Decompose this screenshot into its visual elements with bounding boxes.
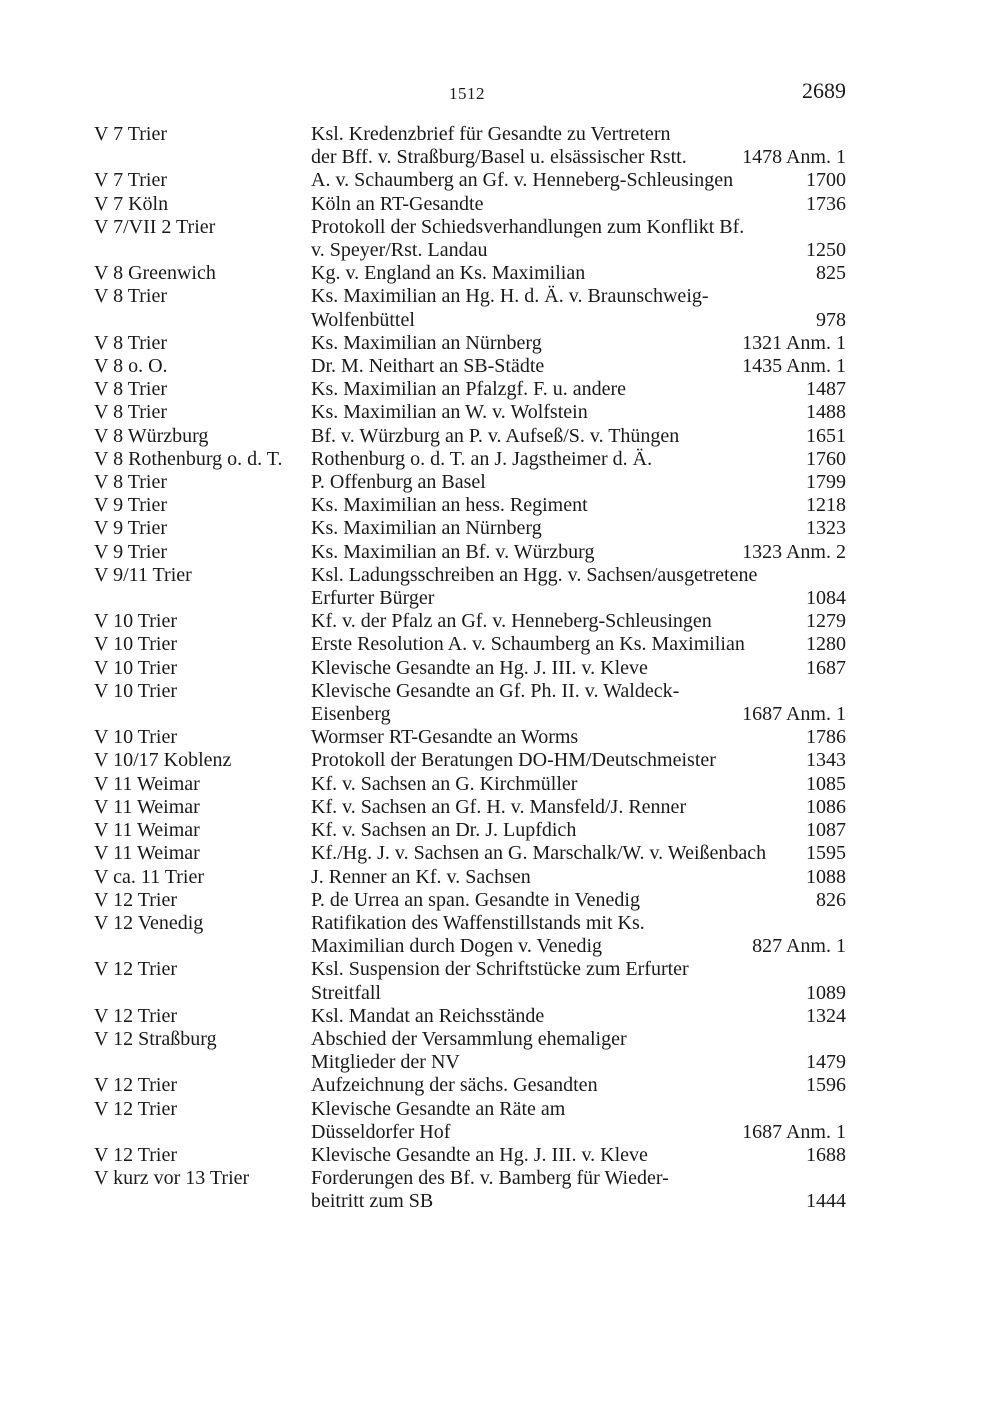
- entry-description-line: [311, 309, 846, 332]
- entry-date: V 8 Würzburg: [94, 424, 209, 447]
- entry-text: Kf./Hg. J. v. Sachsen an G. Marschalk/W. v. Weißenbach: [311, 842, 767, 865]
- entry-reference-number: 1324: [806, 1004, 846, 1027]
- entry-text: Ksl. Suspension der Schriftstücke zum Erfurter: [311, 958, 689, 981]
- entry-text: Forderungen des Bf. v. Bamberg für Wieder-: [311, 1167, 669, 1190]
- index-entry: [94, 680, 846, 726]
- entry-date: V 8 Greenwich: [94, 262, 216, 285]
- index-entry: [94, 958, 846, 1004]
- entry-reference-number: 827 Anm. 1: [752, 935, 846, 958]
- entry-description: [311, 1098, 846, 1144]
- entry-text: beitritt zum SB: [311, 1190, 434, 1213]
- entry-description-line: [311, 889, 846, 912]
- entry-text: Düsseldorfer Hof: [311, 1120, 451, 1143]
- entry-description-line: [311, 958, 846, 981]
- entry-reference-number: 1089: [806, 981, 846, 1004]
- entry-date: V 11 Weimar: [94, 772, 200, 795]
- entry-date: V 12 Trier: [94, 1143, 177, 1166]
- entry-reference-number: 1760: [806, 447, 846, 470]
- entry-description-line: [311, 425, 846, 448]
- index-entry: [94, 1167, 846, 1213]
- entry-description: [311, 796, 846, 819]
- entry-description: [311, 726, 846, 749]
- entry-description: [311, 355, 846, 378]
- entry-reference-number: 1321 Anm. 1: [742, 331, 846, 354]
- entry-reference-number: 1087: [806, 819, 846, 842]
- entry-description: [311, 541, 846, 564]
- entry-date: V 7/VII 2 Trier: [94, 215, 216, 238]
- entry-text: J. Renner an Kf. v. Sachsen: [311, 865, 531, 888]
- entry-text: Protokoll der Schiedsverhandlungen zum Konflikt Bf.: [311, 215, 745, 238]
- entry-description-line: [311, 1051, 846, 1074]
- index-entry: [94, 541, 846, 564]
- entry-reference-number: 978: [816, 308, 846, 331]
- index-entry: [94, 123, 846, 169]
- entry-text: P. de Urrea an span. Gesandte in Venedig: [311, 888, 640, 911]
- index-entry: [94, 1144, 846, 1167]
- entry-description: [311, 216, 846, 262]
- entry-description-line: [311, 471, 846, 494]
- entry-reference-number: 1084: [806, 587, 846, 610]
- entry-date: V 8 Trier: [94, 285, 167, 308]
- entry-reference-number: 1323 Anm. 2: [742, 540, 846, 563]
- entry-description-line: [311, 703, 846, 726]
- entry-description-line: [311, 680, 846, 703]
- entry-text: Streitfall: [311, 981, 381, 1004]
- entry-text: Bf. v. Würzburg an P. v. Aufseß/S. v. Thüngen: [311, 424, 680, 447]
- entry-text: Ksl. Mandat an Reichsstände: [311, 1004, 545, 1027]
- entry-reference-number: 1435 Anm. 1: [742, 355, 846, 378]
- entry-description: [311, 123, 846, 169]
- index-entry: [94, 842, 846, 865]
- entry-text: Wormser RT-Gesandte an Worms: [311, 726, 579, 749]
- entry-description-line: [311, 517, 846, 540]
- entry-reference-number: 1687: [806, 656, 846, 679]
- entry-description: [311, 819, 846, 842]
- entry-description: [311, 610, 846, 633]
- entry-date: V 12 Trier: [94, 1097, 177, 1120]
- entry-description-line: [311, 564, 846, 587]
- entry-description-line: [311, 123, 846, 146]
- document-index-list: [94, 123, 846, 1214]
- entry-reference-number: 1488: [806, 401, 846, 424]
- entry-description: [311, 378, 846, 401]
- entry-reference-number: 826: [816, 888, 846, 911]
- entry-text: Ksl. Kredenzbrief für Gesandte zu Vertretern: [311, 123, 671, 145]
- entry-date: V 11 Weimar: [94, 819, 200, 842]
- index-entry: [94, 657, 846, 680]
- index-entry: [94, 401, 846, 424]
- index-entry: [94, 819, 846, 842]
- entry-date: V 10 Trier: [94, 610, 177, 633]
- entry-text: Eisenberg: [311, 703, 391, 726]
- entry-date: V 10 Trier: [94, 679, 177, 702]
- entry-date: V 7 Trier: [94, 169, 167, 192]
- index-entry: [94, 494, 846, 517]
- entry-text: Ks. Maximilian an Nürnberg: [311, 517, 542, 540]
- entry-description-line: [311, 657, 846, 680]
- entry-description: [311, 471, 846, 494]
- entry-date: V 10 Trier: [94, 656, 177, 679]
- index-entry: [94, 726, 846, 749]
- entry-description-line: [311, 448, 846, 471]
- entry-reference-number: 1280: [806, 633, 846, 656]
- entry-date: V 8 Trier: [94, 401, 167, 424]
- entry-description: [311, 633, 846, 656]
- entry-description: [311, 749, 846, 772]
- index-entry: [94, 517, 846, 540]
- entry-text: Protokoll der Beratungen DO-HM/Deutschmeister: [311, 749, 716, 772]
- entry-text: Wolfenbüttel: [311, 308, 415, 331]
- page-number: 2689: [802, 78, 846, 103]
- entry-description-line: [311, 726, 846, 749]
- entry-text: v. Speyer/Rst. Landau: [311, 239, 488, 262]
- entry-description: [311, 193, 846, 216]
- index-entry: [94, 564, 846, 610]
- entry-description: [311, 425, 846, 448]
- entry-reference-number: 1687 Anm. 1: [742, 703, 846, 726]
- entry-date: V ca. 11 Trier: [94, 865, 204, 888]
- entry-text: Klevische Gesandte an Gf. Ph. II. v. Waldeck-: [311, 679, 680, 702]
- entry-description: [311, 958, 846, 1004]
- entry-date: V 12 Straßburg: [94, 1027, 217, 1050]
- entry-description: [311, 889, 846, 912]
- entry-reference-number: 1700: [806, 169, 846, 192]
- index-entry: [94, 285, 846, 331]
- entry-text: Ks. Maximilian an Hg. H. d. Ä. v. Braunschweig-: [311, 285, 709, 308]
- entry-date: V 8 Trier: [94, 378, 167, 401]
- entry-description-line: [311, 1121, 846, 1144]
- entry-reference-number: 1687 Anm. 1: [742, 1120, 846, 1143]
- entry-description: [311, 332, 846, 355]
- entry-description-line: [311, 216, 846, 239]
- index-entry: [94, 1098, 846, 1144]
- entry-description-line: [311, 912, 846, 935]
- entry-date: V 12 Trier: [94, 1004, 177, 1027]
- entry-reference-number: 1086: [806, 795, 846, 818]
- index-entry: [94, 610, 846, 633]
- entry-reference-number: 825: [816, 262, 846, 285]
- entry-reference-number: 1085: [806, 772, 846, 795]
- entry-text: A. v. Schaumberg an Gf. v. Henneberg-Schleusingen: [311, 169, 734, 192]
- entry-description-line: [311, 193, 846, 216]
- entry-date: V 12 Trier: [94, 958, 177, 981]
- entry-description-line: [311, 541, 846, 564]
- entry-description: [311, 285, 846, 331]
- entry-reference-number: 1279: [806, 610, 846, 633]
- entry-text: Erste Resolution A. v. Schaumberg an Ks. Maximilian: [311, 633, 745, 656]
- entry-description-line: [311, 587, 846, 610]
- entry-description-line: [311, 633, 846, 656]
- index-entry: [94, 889, 846, 912]
- index-entry: [94, 169, 846, 192]
- entry-text: Klevische Gesandte an Hg. J. III. v. Kleve: [311, 1143, 648, 1166]
- entry-reference-number: 1250: [806, 239, 846, 262]
- entry-description-line: [311, 169, 846, 192]
- entry-description: [311, 564, 846, 610]
- entry-text: Kf. v. der Pfalz an Gf. v. Henneberg-Schleusingen: [311, 610, 712, 633]
- entry-text: Klevische Gesandte an Hg. J. III. v. Kleve: [311, 656, 648, 679]
- entry-text: der Bff. v. Straßburg/Basel u. elsässischer Rstt.: [311, 146, 687, 169]
- entry-description-line: [311, 285, 846, 308]
- entry-description-line: [311, 239, 846, 262]
- entry-description-line: [311, 819, 846, 842]
- entry-text: Klevische Gesandte an Räte am: [311, 1097, 566, 1120]
- entry-text: Abschied der Versammlung ehemaliger: [311, 1027, 627, 1050]
- entry-description-line: [311, 935, 846, 958]
- entry-text: Ks. Maximilian an hess. Regiment: [311, 494, 588, 517]
- entry-text: Ks. Maximilian an Bf. v. Würzburg: [311, 540, 595, 563]
- index-entry: [94, 1028, 846, 1074]
- entry-description-line: [311, 1167, 846, 1190]
- entry-date: V 10 Trier: [94, 633, 177, 656]
- entry-date: V 12 Trier: [94, 1074, 177, 1097]
- index-entry: [94, 773, 846, 796]
- entry-description: [311, 1074, 846, 1097]
- entry-description: [311, 866, 846, 889]
- entry-reference-number: 1786: [806, 726, 846, 749]
- entry-text: Ratifikation des Waffenstillstands mit Ks.: [311, 911, 645, 934]
- entry-description: [311, 657, 846, 680]
- entry-date: V 9 Trier: [94, 517, 167, 540]
- entry-description: [311, 448, 846, 471]
- entry-text: P. Offenburg an Basel: [311, 471, 486, 494]
- entry-reference-number: 1088: [806, 865, 846, 888]
- entry-description-line: [311, 1028, 846, 1051]
- entry-description: [311, 169, 846, 192]
- index-entry: [94, 749, 846, 772]
- entry-description: [311, 842, 846, 865]
- index-entry: [94, 796, 846, 819]
- index-entry: [94, 332, 846, 355]
- entry-date: V kurz vor 13 Trier: [94, 1167, 250, 1190]
- entry-description-line: [311, 1144, 846, 1167]
- entry-date: V 9 Trier: [94, 494, 167, 517]
- index-entry: [94, 378, 846, 401]
- entry-description-line: [311, 332, 846, 355]
- entry-date: V 8 Trier: [94, 331, 167, 354]
- entry-reference-number: 1487: [806, 378, 846, 401]
- entry-text: Dr. M. Neithart an SB-Städte: [311, 355, 545, 378]
- entry-date: V 7 Trier: [94, 123, 167, 145]
- running-header-year: 1512: [449, 84, 485, 103]
- entry-reference-number: 1323: [806, 517, 846, 540]
- entry-date: V 11 Weimar: [94, 795, 200, 818]
- entry-text: Ks. Maximilian an W. v. Wolfstein: [311, 401, 588, 424]
- entry-description-line: [311, 749, 846, 772]
- entry-description-line: [311, 494, 846, 517]
- entry-description: [311, 494, 846, 517]
- index-entry: [94, 425, 846, 448]
- index-entry: [94, 866, 846, 889]
- entry-date: V 10/17 Koblenz: [94, 749, 232, 772]
- entry-description-line: [311, 355, 846, 378]
- entry-description: [311, 401, 846, 424]
- entry-description-line: [311, 1190, 846, 1213]
- index-entry: [94, 355, 846, 378]
- entry-date: V 12 Venedig: [94, 911, 204, 934]
- index-entry: [94, 1074, 846, 1097]
- entry-reference-number: 1799: [806, 471, 846, 494]
- entry-reference-number: 1218: [806, 494, 846, 517]
- entry-date: V 10 Trier: [94, 726, 177, 749]
- entry-description: [311, 1028, 846, 1074]
- entry-text: Ksl. Ladungsschreiben an Hgg. v. Sachsen/ausgetretene: [311, 563, 758, 586]
- entry-text: Kf. v. Sachsen an Gf. H. v. Mansfeld/J. Renner: [311, 795, 687, 818]
- entry-description-line: [311, 262, 846, 285]
- index-entry: [94, 1005, 846, 1028]
- entry-reference-number: 1444: [806, 1190, 846, 1213]
- entry-description-line: [311, 866, 846, 889]
- entry-description-line: [311, 1005, 846, 1028]
- entry-text: Mitglieder der NV: [311, 1051, 460, 1074]
- entry-description: [311, 517, 846, 540]
- entry-text: Maximilian durch Dogen v. Venedig: [311, 935, 603, 958]
- entry-description: [311, 773, 846, 796]
- entry-text: Kf. v. Sachsen an G. Kirchmüller: [311, 772, 578, 795]
- entry-date: V 11 Weimar: [94, 842, 200, 865]
- entry-reference-number: 1651: [806, 424, 846, 447]
- entry-reference-number: 1736: [806, 192, 846, 215]
- entry-text: Rothenburg o. d. T. an J. Jagstheimer d. Ä.: [311, 447, 653, 470]
- entry-date: V 12 Trier: [94, 888, 177, 911]
- entry-description: [311, 1167, 846, 1213]
- entry-date: V 7 Köln: [94, 192, 169, 215]
- entry-description-line: [311, 401, 846, 424]
- index-entry: [94, 193, 846, 216]
- entry-date: V 8 Rothenburg o. d. T.: [94, 447, 283, 470]
- entry-text: Ks. Maximilian an Pfalzgf. F. u. andere: [311, 378, 626, 401]
- entry-reference-number: 1478 Anm. 1: [742, 146, 846, 169]
- entry-text: Kg. v. England an Ks. Maximilian: [311, 262, 586, 285]
- entry-description-line: [311, 796, 846, 819]
- entry-description: [311, 912, 846, 958]
- entry-description-line: [311, 610, 846, 633]
- index-entry: [94, 633, 846, 656]
- entry-date: V 8 o. O.: [94, 355, 168, 378]
- entry-description: [311, 1005, 846, 1028]
- entry-reference-number: 1596: [806, 1074, 846, 1097]
- entry-date: V 9 Trier: [94, 540, 167, 563]
- entry-description: [311, 262, 846, 285]
- entry-reference-number: 1688: [806, 1143, 846, 1166]
- entry-reference-number: 1343: [806, 749, 846, 772]
- entry-description-line: [311, 773, 846, 796]
- entry-description-line: [311, 146, 846, 169]
- entry-text: Aufzeichnung der sächs. Gesandten: [311, 1074, 598, 1097]
- entry-description-line: [311, 982, 846, 1005]
- entry-description-line: [311, 842, 846, 865]
- entry-description: [311, 680, 846, 726]
- entry-description-line: [311, 1098, 846, 1121]
- page-header: [94, 78, 846, 108]
- entry-description-line: [311, 1074, 846, 1097]
- entry-date: V 8 Trier: [94, 471, 167, 494]
- entry-description: [311, 1144, 846, 1167]
- index-entry: [94, 912, 846, 958]
- index-entry: [94, 216, 846, 262]
- entry-text: Erfurter Bürger: [311, 587, 435, 610]
- index-entry: [94, 448, 846, 471]
- entry-reference-number: 1479: [806, 1051, 846, 1074]
- entry-description-line: [311, 378, 846, 401]
- index-entry: [94, 471, 846, 494]
- entry-text: Ks. Maximilian an Nürnberg: [311, 331, 542, 354]
- entry-text: Köln an RT-Gesandte: [311, 192, 484, 215]
- index-entry: [94, 262, 846, 285]
- entry-reference-number: 1595: [806, 842, 846, 865]
- entry-text: Kf. v. Sachsen an Dr. J. Lupfdich: [311, 819, 577, 842]
- entry-date: V 9/11 Trier: [94, 563, 192, 586]
